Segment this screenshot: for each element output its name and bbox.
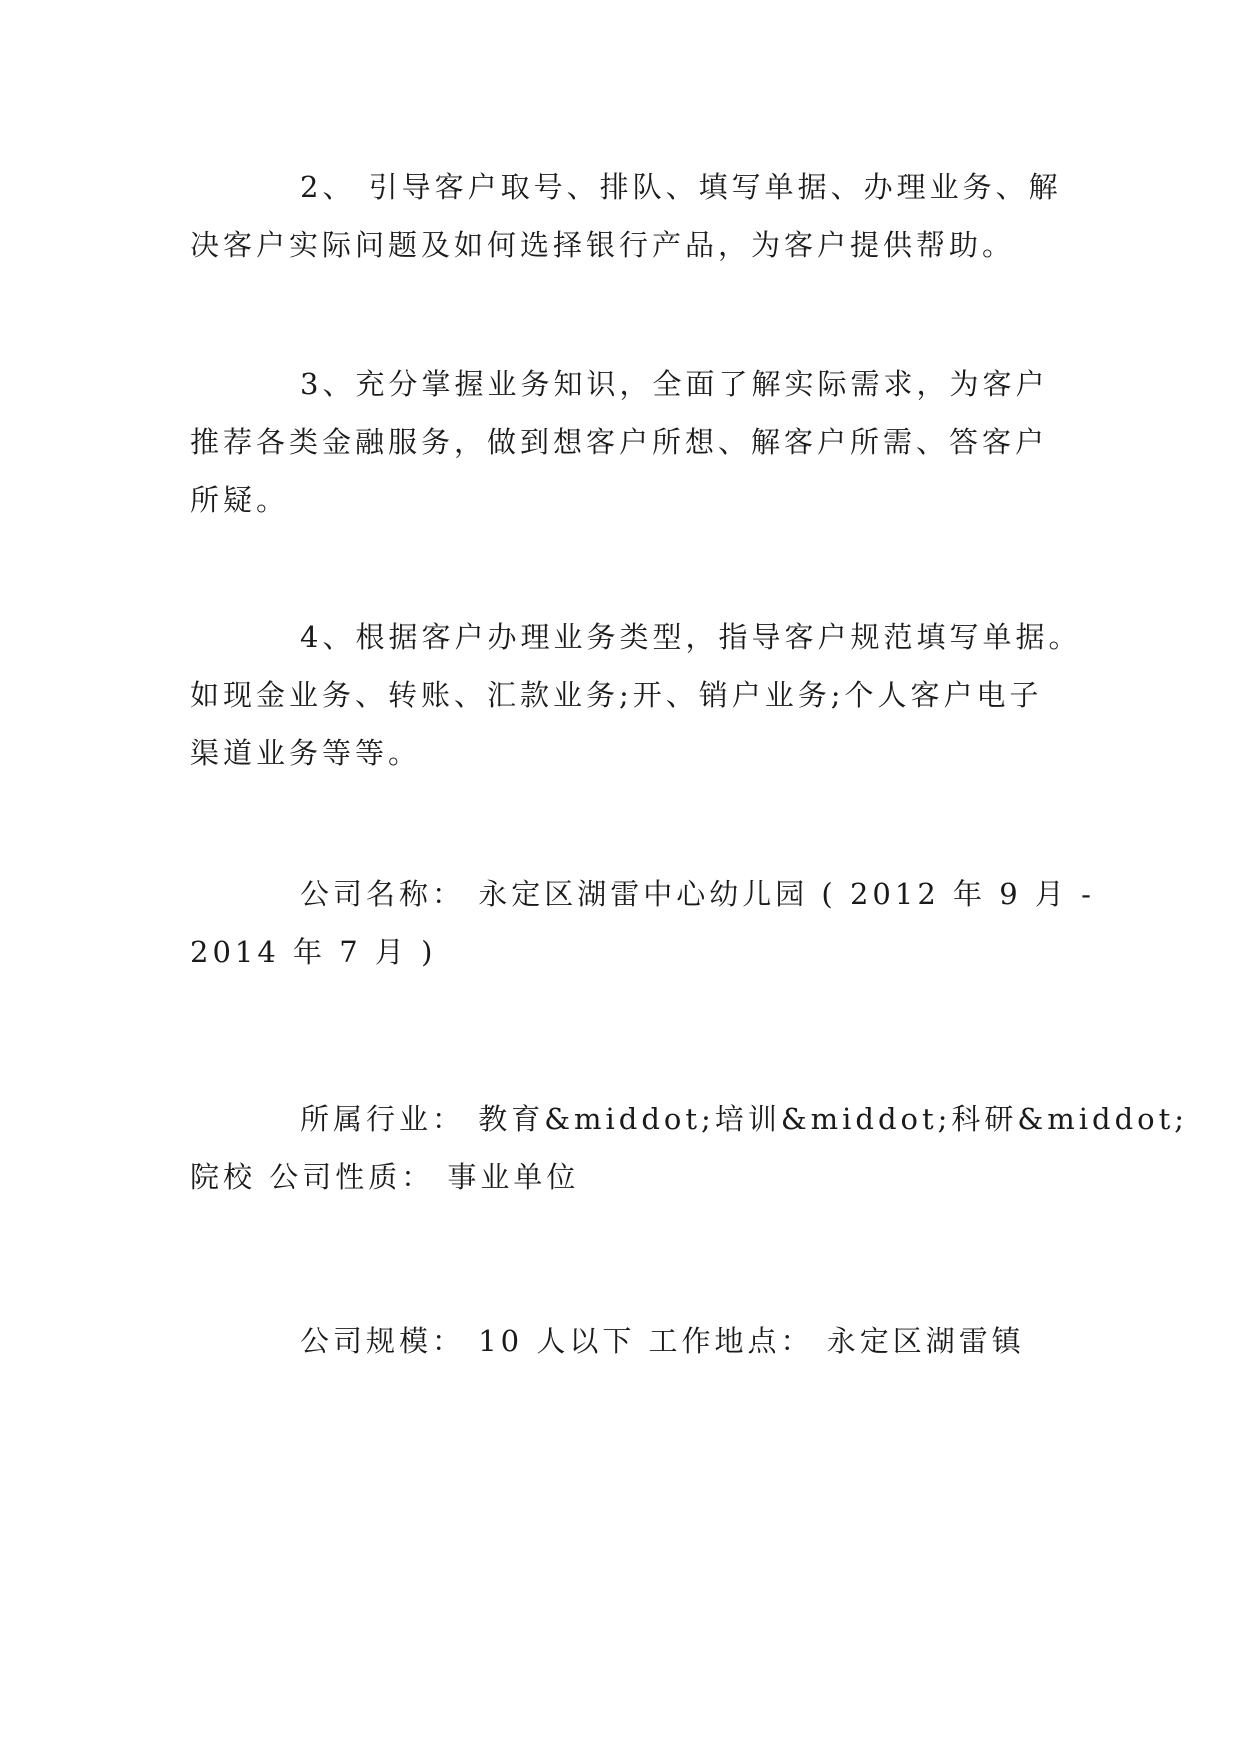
text-line: 3、充分掌握业务知识，全面了解实际需求，为客户 [300,367,1049,401]
paragraph-company-scale [190,1312,1070,1370]
text-line: 渠道业务等等。 [190,736,422,770]
paragraph-item-4 [190,608,1082,782]
text-line: 如现金业务、转账、汇款业务;开、销户业务;个人客户电子 [190,678,1043,712]
text-line: 公司规模： 10 人以下 工作地点： 永定区湖雷镇 [300,1324,1025,1358]
text-line: 所疑。 [190,483,290,517]
paragraph-item-2 [190,158,1070,274]
text-line: 决客户实际问题及如何选择银行产品，为客户提供帮助。 [190,228,1016,262]
text-line: 4、根据客户办理业务类型，指导客户规范填写单据。 [300,620,1082,654]
text-line: 公司名称： 永定区湖雷中心幼儿园 ( 2012 年 9 月 - [300,877,1095,911]
text-line: 推荐各类金融服务，做到想客户所想、解客户所需、答客户 [190,425,1049,459]
text-line: 2、 引导客户取号、排队、填写单据、办理业务、解 [300,170,1062,204]
text-line: 院校 公司性质： 事业单位 [190,1160,580,1194]
paragraph-industry [190,1090,1189,1206]
paragraph-company-name [190,865,1095,981]
paragraph-item-3 [190,355,1070,529]
text-line: 所属行业： 教育&middot;培训&middot;科研&middot; [300,1102,1189,1136]
text-line: 2014 年 7 月 ) [190,935,437,969]
